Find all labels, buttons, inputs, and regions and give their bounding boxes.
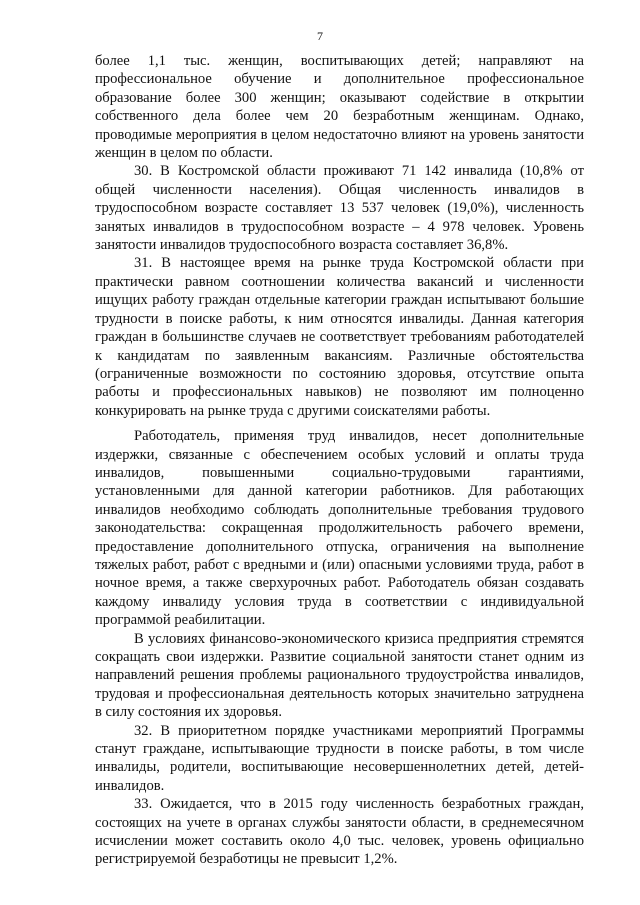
page-number: 7 [317,29,323,43]
paragraph-financial-crisis: В условиях финансово-экономического кризиса предприятия стремятся сокращать свои издержки. Развитие социальной занятости станет одним из направлений решения проблемы рационального трудоустройства инвалидов, трудовая и профессиональная деятельность которых значительно затруднена в силу состояния их здоровья. [95,630,584,721]
paragraph-32-priority-participants: 32. В приоритетном порядке участниками мероприятий Программы станут граждане, испытывающие трудности в поиске работы, в том числе инвалиды, родители, воспитывающие несовершеннолетних детей, детей-инвалидов. [95,722,584,794]
document-body [95,52,584,869]
paragraph-continuation-women-employment: более 1,1 тыс. женщин, воспитывающих детей; направляют на профессиональное обучение и дополнительное профессиональное образование более 300 женщин; оказывают содействие в открытии собственного дела более чем 20 безработным женщинам. Однако, проводимые мероприятия в целом недостаточно влияют на уровень занятости женщин в целом по области. [95,53,584,162]
paragraph-employer-costs: Работодатель, применяя труд инвалидов, несет дополнительные издержки, связанные с обеспечением особых условий и оплаты труда инвалидов, повышенными социально-трудовыми гарантиями, установленными для данной категории работников. Для работающих инвалидов необходимо соблюдать дополнительные требования трудового законодательства: сокращенная продолжительность рабочего времени, предоставление дополнительного отпуска, ограничения на выполнение тяжелых работ, работ с вредными и (или) опасными условиями труда, работ в ночное время, а также сверхурочных работ. Работодатель обязан создавать каждому инвалиду условия труда в соответствии с индивидуальной программой реабилитации. [95,428,584,629]
paragraph-33-unemployment-forecast: 33. Ожидается, что в 2015 году численность безработных граждан, состоящих на учете в органах службы занятости области, в среднемесячном исчислении может составить около 4,0 тыс. человек, уровень официально регистрируемой безработицы не превысит 1,2%. [95,796,584,868]
paragraph-30-disabled-population: 30. В Костромской области проживают 71 142 инвалида (10,8% от общей численности населения). Общая численность инвалидов в трудоспособном возрасте составляет 13 537 человек (19,0%), численность занятых инвалидов в трудоспособном возрасте – 4 978 человек. Уровень занятости инвалидов трудоспособного возраста составляет 36,8%. [95,163,584,254]
paragraph-31-labor-market: 31. В настоящее время на рынке труда Костромской области при практически равном соотношении количества вакансий и численности ищущих работу граждан отдельные категории граждан испытывают большие трудности в поиске работы, к ним относятся инвалиды. Данная категория граждан в большинстве случаев не соответствует требованиям работодателей к кандидатам по заявленным вакансиям. Различные обстоятельства (ограниченные возможности по состоянию здоровья, отсутствие опыта работы и профессиональных навыков) не позволяют им полноценно конкурировать на рынке труда с другими соискателями работы. [95,255,584,419]
